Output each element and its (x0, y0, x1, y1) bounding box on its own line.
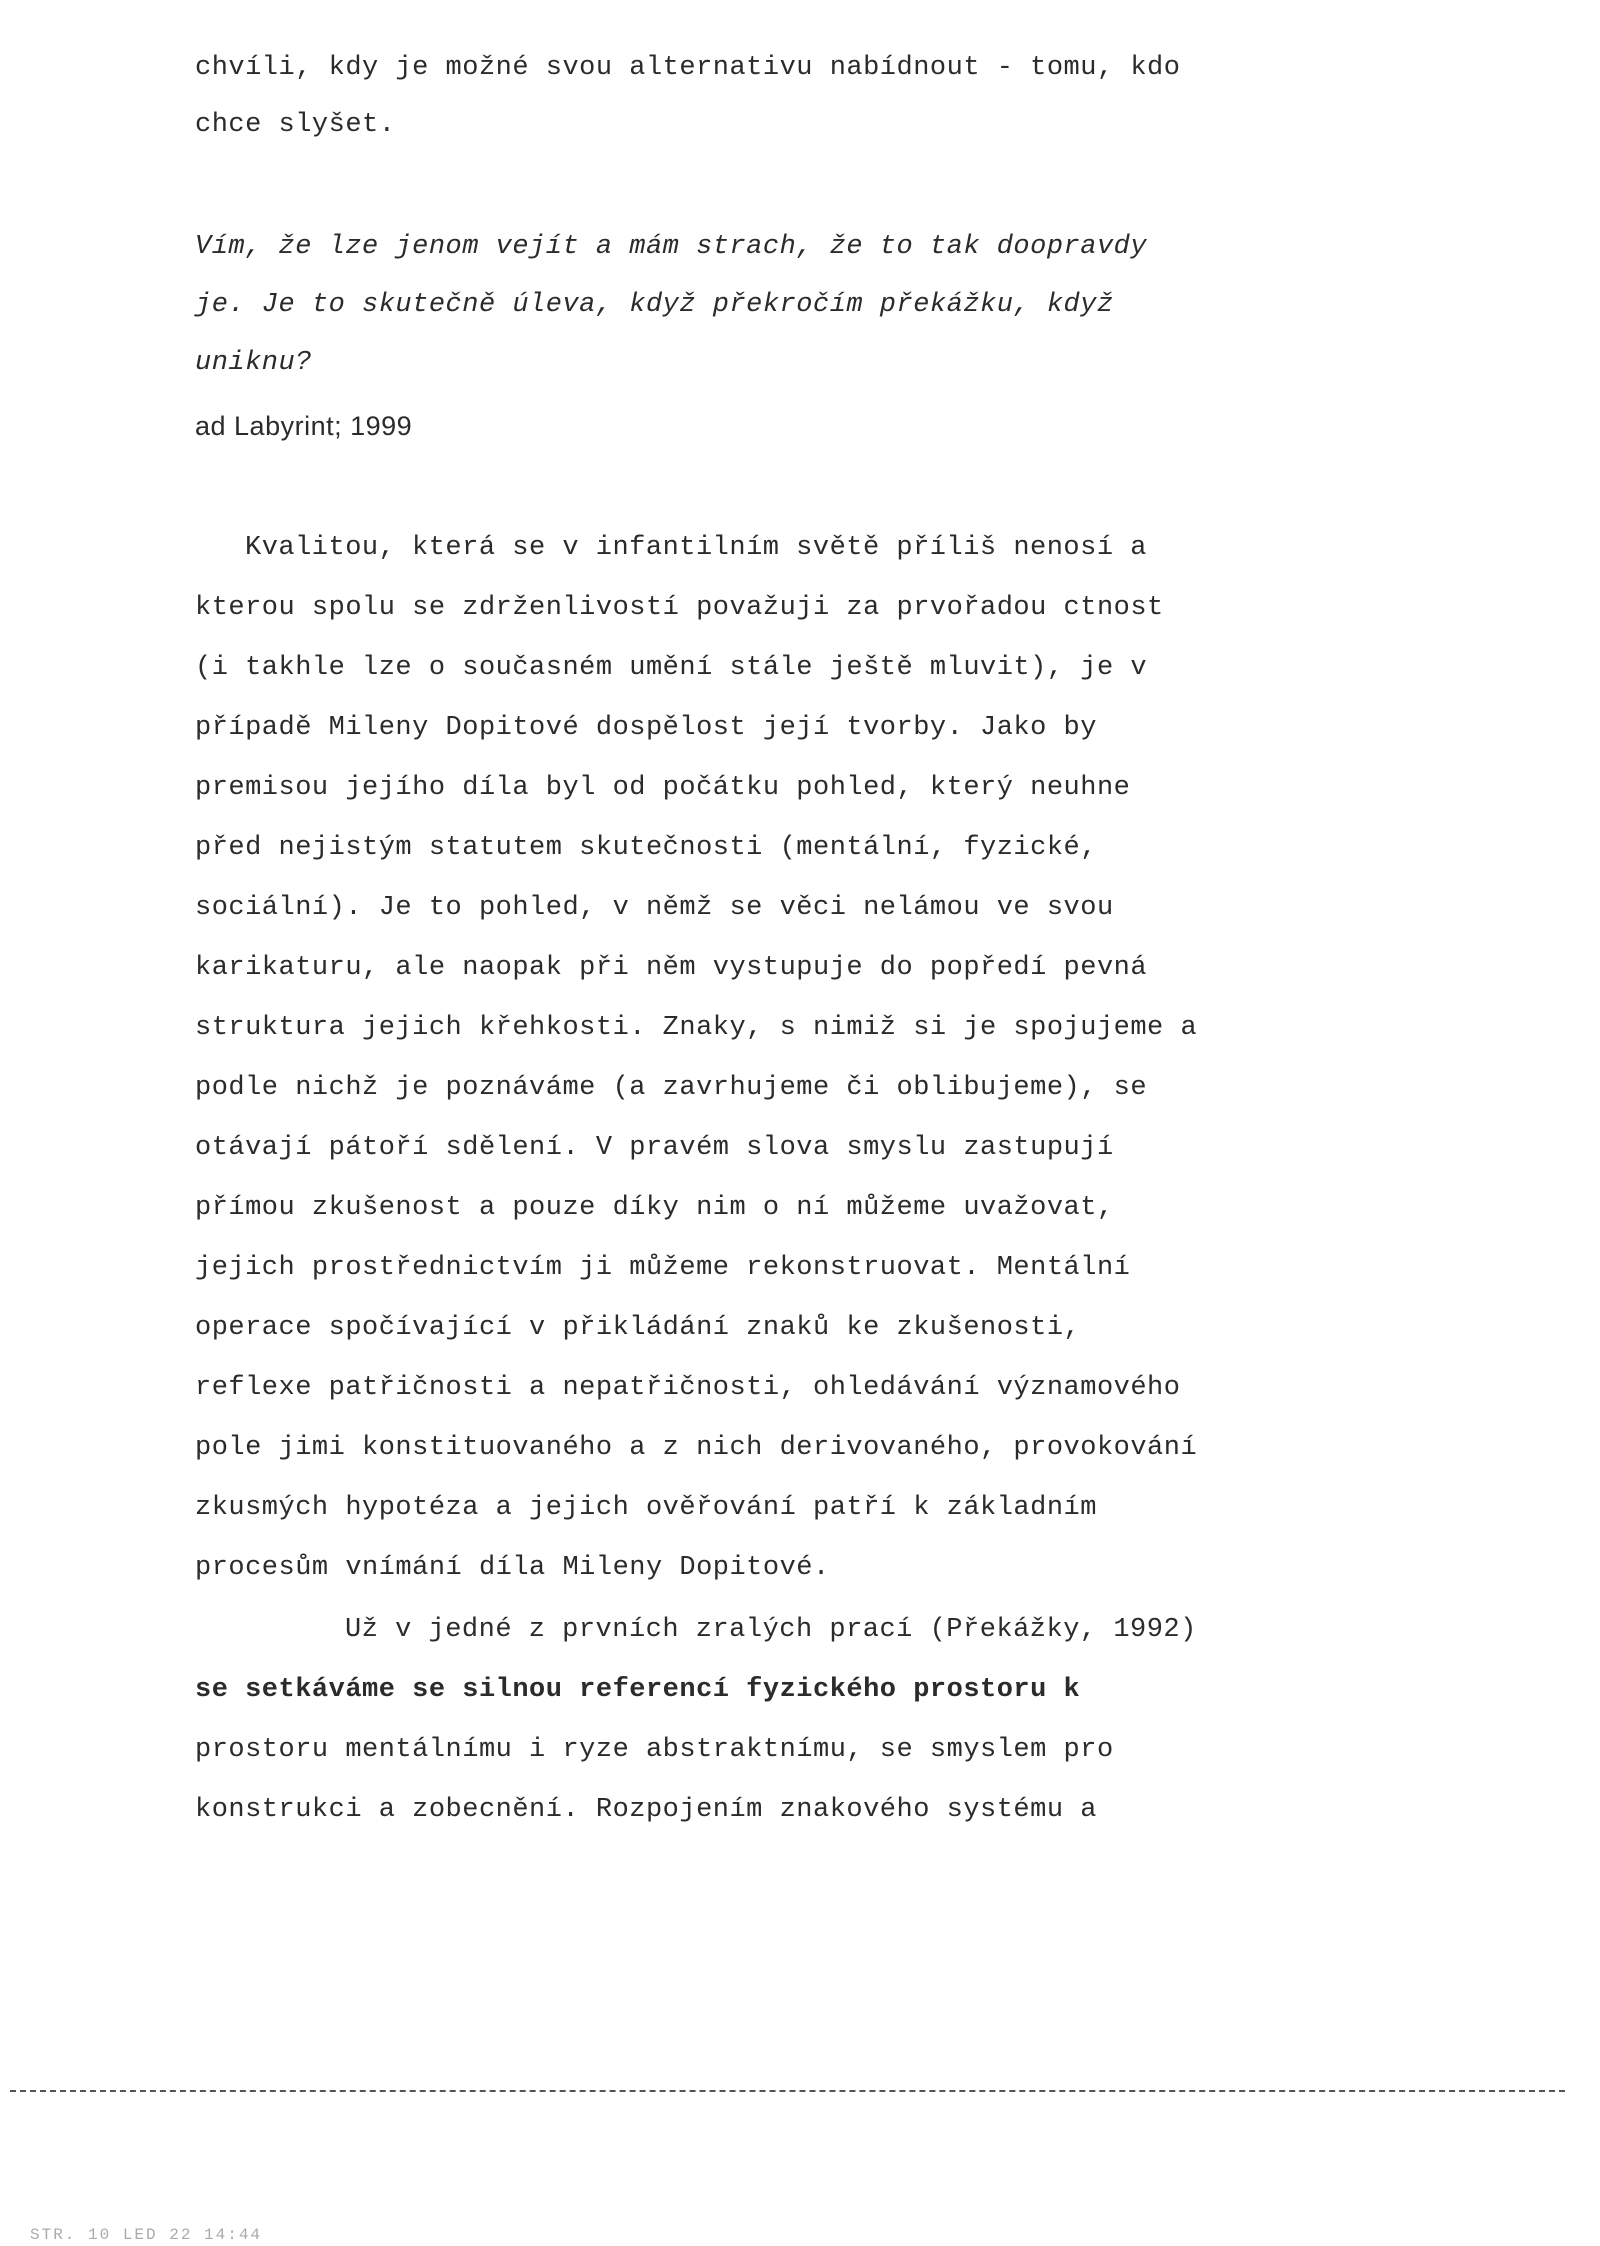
page-divider (10, 2090, 1565, 2092)
paragraph2-line-1: Už v jedné z prvních zralých prací (Překážky, 1992) (345, 1615, 1197, 1645)
paragraph1-line-11: otávají pátoří sdělení. V pravém slova smyslu zastupují (195, 1133, 1114, 1163)
paragraph1-line-15: reflexe patřičnosti a nepatřičnosti, ohledávání významového (195, 1373, 1181, 1403)
fax-footer: STR. 10 LED 22 14:44 (30, 2226, 263, 2244)
paragraph1-line-4: případě Mileny Dopitové dospělost její tvorby. Jako by (195, 713, 1097, 743)
paragraph1-line-9: struktura jejich křehkosti. Znaky, s nimiž si je spojujeme a (195, 1013, 1198, 1043)
paragraph1-line-17: zkusmých hypotéza a jejich ověřování patří k základním (195, 1493, 1097, 1523)
paragraph1-line-3: (i takhle lze o současném umění stále ještě mluvit), je v (195, 653, 1148, 683)
paragraph2-line-2: se setkáváme se silnou referencí fyzického prostoru k (195, 1675, 1081, 1705)
paragraph1-line-2: kterou spolu se zdrženlivostí považuji za prvořadou ctnost (195, 593, 1164, 623)
paragraph1-line-1: Kvalitou, která se v infantilním světě příliš nenosí a (245, 533, 1147, 563)
paragraph2-line-3: prostoru mentálnímu i ryze abstraktnímu, se smyslem pro (195, 1735, 1114, 1765)
paragraph1-line-18: procesům vnímání díla Mileny Dopitové. (195, 1553, 830, 1583)
quote-line-1: Vím, že lze jenom vejít a mám strach, že to tak doopravdy (195, 232, 1148, 262)
quote-line-3: uniknu? (195, 348, 312, 378)
paragraph1-line-6: před nejistým statutem skutečnosti (mentální, fyzické, (195, 833, 1097, 863)
paragraph1-line-13: jejich prostřednictvím ji můžeme rekonstruovat. Mentální (195, 1253, 1131, 1283)
paragraph1-line-8: karikaturu, ale naopak při něm vystupuje do popředí pevná (195, 953, 1148, 983)
paragraph1-line-5: premisou jejího díla byl od počátku pohled, který neuhne (195, 773, 1131, 803)
paragraph1-line-12: přímou zkušenost a pouze díky nim o ní můžeme uvažovat, (195, 1193, 1114, 1223)
paragraph1-line-14: operace spočívající v přikládání znaků ke zkušenosti, (195, 1313, 1081, 1343)
paragraph1-line-10: podle nichž je poznáváme (a zavrhujeme či oblibujeme), se (195, 1073, 1148, 1103)
intro-line-2: chce slyšet. (195, 110, 396, 140)
intro-line-1: chvíli, kdy je možné svou alternativu nabídnout - tomu, kdo (195, 53, 1181, 83)
paragraph1-line-16: pole jimi konstituovaného a z nich derivovaného, provokování (195, 1433, 1198, 1463)
quote-line-2: je. Je to skutečně úleva, když překročím překážku, když (195, 290, 1114, 320)
paragraph2-line-4: konstrukci a zobecnění. Rozpojením znakového systému a (195, 1795, 1097, 1825)
paragraph1-line-7: sociální). Je to pohled, v němž se věci nelámou ve svou (195, 893, 1114, 923)
citation: ad Labyrint; 1999 (195, 411, 413, 441)
